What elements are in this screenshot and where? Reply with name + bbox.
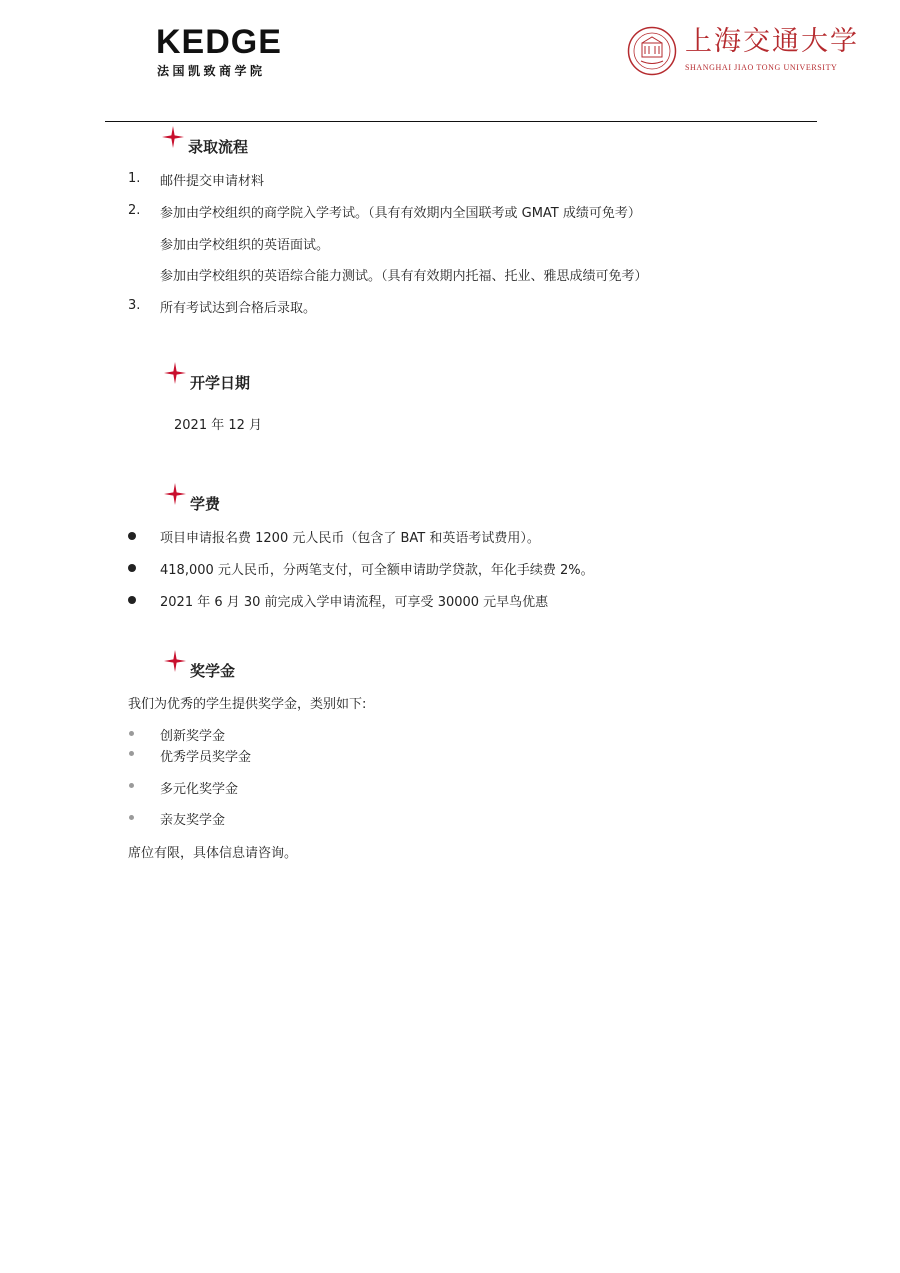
- step-text: 参加由学校组织的英语综合能力测试。（具有有效期内托福、托业、雅思成绩可免考）: [160, 269, 648, 284]
- step-text: 邮件提交申请材料: [160, 174, 265, 189]
- tuition-item: 2021 年 6 月 30 前完成入学申请流程，可享受 30000 元早鸟优惠: [160, 595, 549, 610]
- scholarship-item: 亲友奖学金: [160, 813, 226, 828]
- step-number: 2.: [128, 203, 141, 218]
- bullet-icon: [128, 564, 136, 572]
- scholarship-item: 创新奖学金: [160, 729, 226, 744]
- scholarship-item: 优秀学员奖学金: [160, 750, 252, 765]
- bullet-icon: [129, 815, 134, 820]
- sjtu-english-name: SHANGHAI JIAO TONG UNIVERSITY: [685, 63, 838, 72]
- step-number: 3.: [128, 298, 141, 313]
- bullet-icon: [129, 731, 134, 736]
- sjtu-name: 上海交通大学: [685, 26, 859, 57]
- kedge-logo: KEDGE: [156, 23, 282, 61]
- bullet-icon: [128, 596, 136, 604]
- tuition-item: 418,000 元人民币，分两笔支付，可全额申请助学贷款，年化手续费 2%。: [160, 563, 594, 578]
- bullet-icon: [129, 751, 134, 756]
- start-date-value: 2021 年 12 月: [174, 418, 263, 433]
- scholarship-intro: 我们为优秀的学生提供奖学金，类别如下:: [128, 697, 367, 712]
- step-text: 参加由学校组织的商学院入学考试。（具有有效期内全国联考或 GMAT 成绩可免考）: [160, 206, 641, 221]
- scholarship-note: 席位有限，具体信息请咨询。: [128, 846, 298, 861]
- section-title-admission: 录取流程: [188, 138, 249, 156]
- bullet-icon: [129, 783, 134, 788]
- tuition-item: 项目申请报名费 1200 元人民币（包含了 BAT 和英语考试费用）。: [160, 531, 540, 546]
- section-title-scholarship: 奖学金: [190, 662, 236, 680]
- scholarship-item: 多元化奖学金: [160, 782, 239, 797]
- header-divider: [105, 121, 817, 122]
- section-star-icon: [164, 362, 186, 384]
- section-star-icon: [164, 650, 186, 672]
- step-text: 参加由学校组织的英语面试。: [160, 238, 330, 253]
- bullet-icon: [128, 532, 136, 540]
- step-text: 所有考试达到合格后录取。: [160, 301, 317, 316]
- section-title-start-date: 开学日期: [190, 374, 251, 392]
- step-number: 1.: [128, 171, 141, 186]
- section-star-icon: [162, 126, 184, 148]
- sjtu-seal-icon: [627, 26, 677, 76]
- section-title-tuition: 学费: [190, 495, 221, 513]
- section-star-icon: [164, 483, 186, 505]
- kedge-logo-subtitle: 法国凯致商学院: [157, 64, 266, 78]
